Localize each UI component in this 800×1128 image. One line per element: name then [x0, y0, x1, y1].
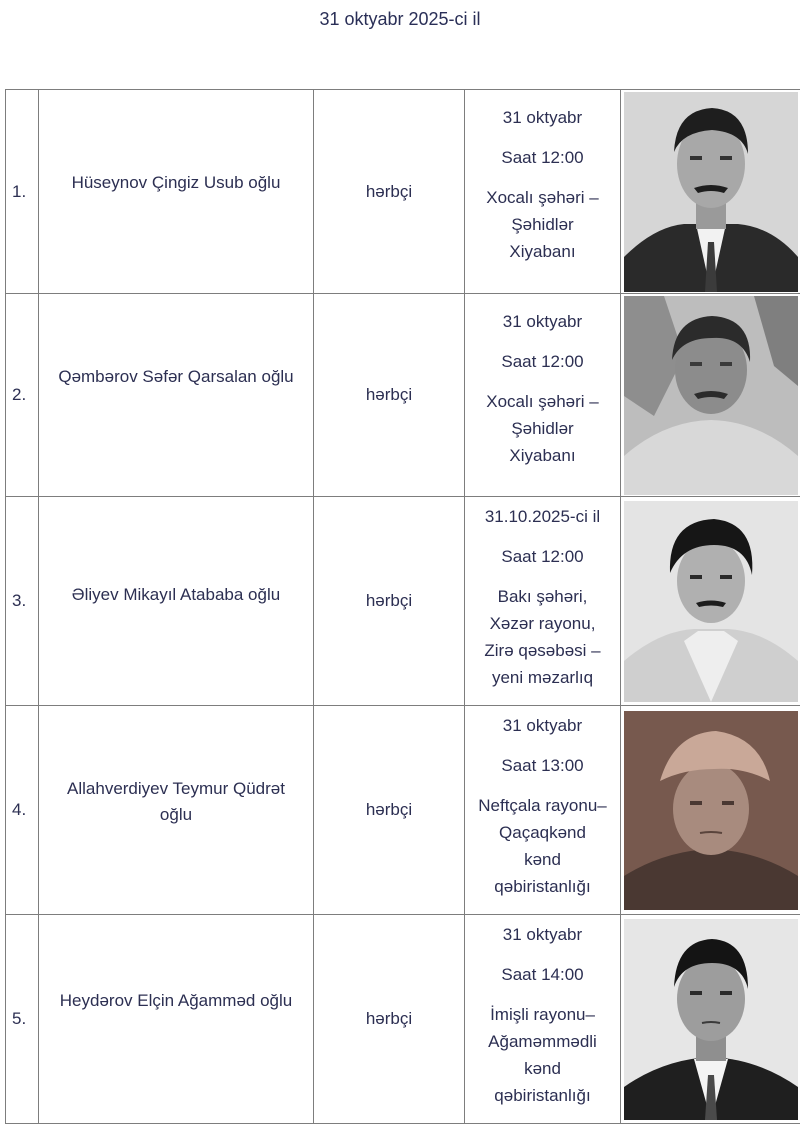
row-number: 4. — [6, 706, 39, 915]
funeral-place-line: Şəhidlər — [511, 215, 574, 234]
table-row — [6, 90, 800, 294]
funeral-info-cell — [465, 915, 621, 1124]
funeral-place-line: Xiyabanı — [509, 446, 576, 465]
table-row — [6, 497, 800, 706]
person-name: Əliyev Mikayıl Atababa oğlu — [71, 585, 281, 604]
name-cell — [39, 90, 314, 294]
role-cell: hərbçi — [314, 90, 465, 294]
table-row — [6, 294, 800, 497]
funeral-date: 31.10.2025-ci il — [484, 507, 601, 526]
photo-cell — [621, 90, 800, 294]
funeral-time: Saat 12:00 — [501, 148, 584, 167]
table-row — [6, 706, 800, 915]
person-name: Qəmbərov Səfər Qarsalan oğlu — [58, 367, 294, 386]
funeral-time: Saat 13:00 — [501, 756, 584, 775]
portrait-photo — [624, 711, 798, 910]
row-number: 5. — [6, 915, 39, 1124]
funeral-time: Saat 14:00 — [501, 965, 584, 984]
funeral-place-line: Xiyabanı — [509, 242, 576, 261]
photo-cell — [621, 497, 800, 706]
role-cell: hərbçi — [314, 497, 465, 706]
funeral-info-cell — [465, 294, 621, 497]
name-cell — [39, 294, 314, 497]
funeral-place-line: Xocalı şəhəri – — [486, 392, 599, 411]
funeral-place-line: Xocalı şəhəri – — [486, 188, 599, 207]
funeral-date: 31 oktyabr — [502, 108, 583, 127]
funeral-place-line: yeni məzarlıq — [491, 668, 594, 687]
funeral-place-line: Bakı şəhəri, — [497, 587, 588, 606]
funeral-date: 31 oktyabr — [502, 716, 583, 735]
funeral-date: 31 oktyabr — [502, 312, 583, 331]
funeral-info-cell — [465, 497, 621, 706]
row-number: 3. — [6, 497, 39, 706]
portrait-photo — [624, 92, 798, 292]
row-number: 2. — [6, 294, 39, 497]
funeral-time: Saat 12:00 — [501, 352, 584, 371]
funeral-place-line: kənd — [524, 850, 561, 869]
funeral-place-line: qəbiristanlığı — [494, 877, 591, 896]
funeral-place-line: Qaçaqkənd — [499, 823, 586, 842]
funeral-date: 31 oktyabr — [502, 925, 583, 944]
role-cell: hərbçi — [314, 294, 465, 497]
funeral-place-line: Ağaməmmədli — [488, 1032, 597, 1051]
funeral-place-line: Neftçala rayonu– — [478, 796, 607, 815]
portrait-photo — [624, 919, 798, 1120]
role-cell: hərbçi — [314, 915, 465, 1124]
funeral-place-line: İmişli rayonu– — [490, 1005, 595, 1024]
name-cell — [39, 706, 314, 915]
name-cell — [39, 497, 314, 706]
funeral-place-line: Xəzər rayonu, — [489, 614, 596, 633]
funeral-place-line: Zirə qəsəbəsi – — [484, 641, 601, 660]
table-row — [6, 915, 800, 1124]
funeral-info-cell — [465, 706, 621, 915]
portrait-photo — [624, 501, 798, 702]
funeral-place-line: Şəhidlər — [511, 419, 574, 438]
person-name: Hüseynov Çingiz Usub oğlu — [71, 173, 281, 192]
martyrs-table — [5, 89, 800, 1124]
photo-cell — [621, 915, 800, 1124]
date-heading: 31 oktyabr 2025-ci il — [319, 9, 481, 29]
role-cell: hərbçi — [314, 706, 465, 915]
funeral-place-line: qəbiristanlığı — [494, 1086, 591, 1105]
row-number: 1. — [6, 90, 39, 294]
photo-cell — [621, 706, 800, 915]
person-name: Heydərov Elçin Ağamməd oğlu — [59, 991, 293, 1010]
funeral-time: Saat 12:00 — [501, 547, 584, 566]
funeral-info-cell — [465, 90, 621, 294]
photo-cell — [621, 294, 800, 497]
person-name: Allahverdiyev Teymur Qüdrət oğlu — [67, 779, 285, 824]
funeral-place-line: kənd — [524, 1059, 561, 1078]
portrait-photo — [624, 296, 798, 495]
name-cell — [39, 915, 314, 1124]
